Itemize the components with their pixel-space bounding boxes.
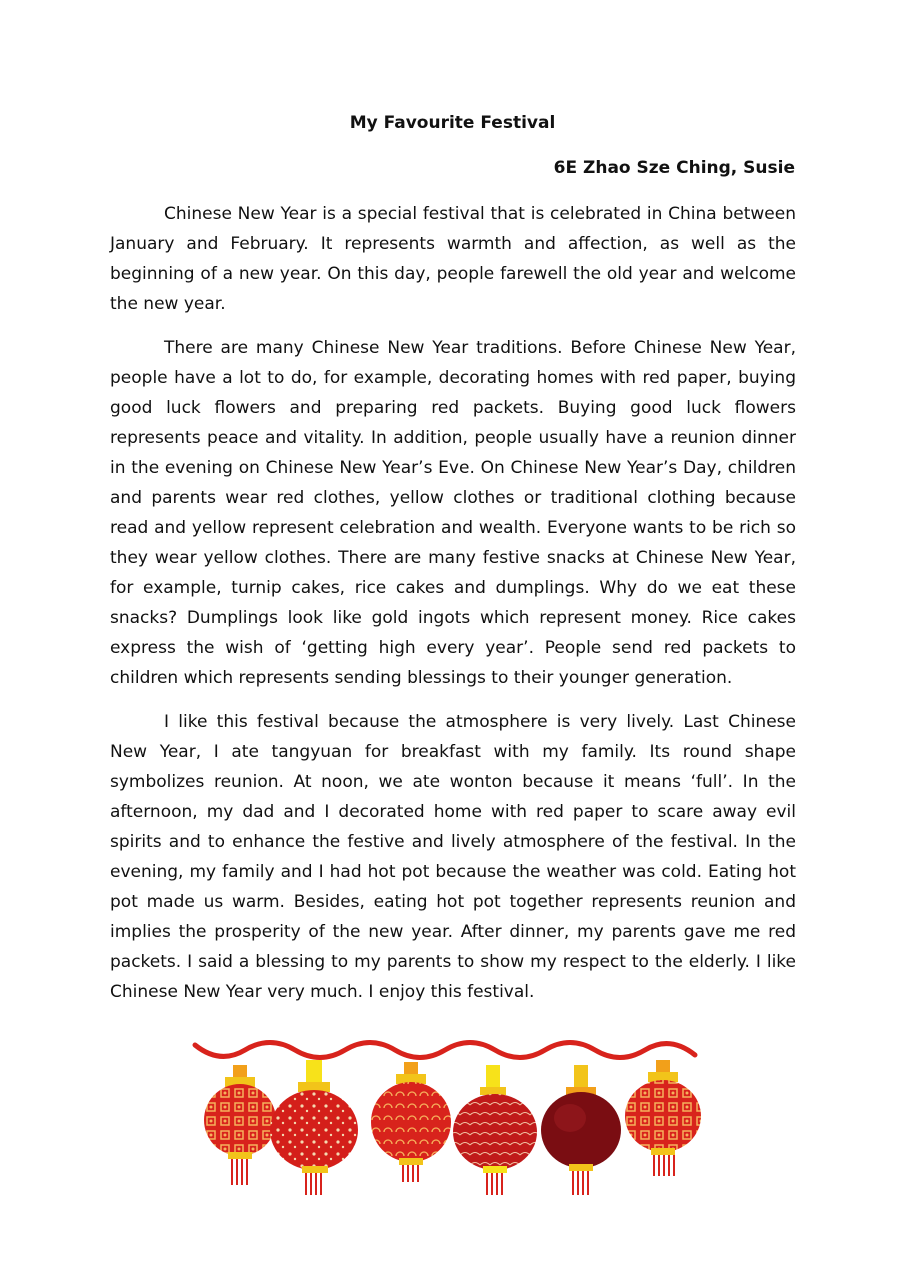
document-title: My Favourite Festival (349, 113, 556, 133)
paragraph-1: Chinese New Year is a special festival that is celebrated in China between January and February. It represents warmth and affection, as well as the beginning of a new year. On this day, people farewell the old year and welcome the new year. (110, 204, 796, 314)
paragraph-2: There are many Chinese New Year traditions. Before Chinese New Year, people have a lot to do, for example, decorating homes with red paper, buying good luck flowers and preparing red packets. Buying good luck flowers represents peace and vitality. In addition, people usually have a reunion dinner in the evening on Chinese New Year’s Eve. On Chinese New Year’s Day, children and parents wear red clothes, yellow clothes or traditional clothing because read and yellow represent celebration and wealth. Everyone wants to be rich so they wear yellow clothes. There are many festive snacks at Chinese New Year, for example, turnip cakes, rice cakes and dumplings. Why do we eat these snacks? Dumplings look like gold ingots which represent money. Rice cakes express the wish of ‘getting high every year’. People send red packets to children which represents sending blessings to their younger generation. (110, 338, 796, 688)
author-line: 6E Zhao Sze Ching, Susie (553, 158, 795, 178)
chinese-lanterns-icon (190, 1030, 720, 1200)
paragraph-3: I like this festival because the atmosphere is very lively. Last Chinese New Year, I ate tangyuan for breakfast with my family. Its round shape symbolizes reunion. At noon, we ate wonton because it means ‘full’. In the afternoon, my dad and I decorated home with red paper to scare away evil spirits and to enhance the festive and lively atmosphere of the festival. In the evening, my family and I had hot pot because the weather was cold. Eating hot pot made us warm. Besides, eating hot pot together represents reunion and implies the prosperity of the new year. After dinner, my parents gave me red packets. I said a blessing to my parents to show my respect to the elderly. I like Chinese New Year very much. I enjoy this festival. (110, 712, 796, 1002)
